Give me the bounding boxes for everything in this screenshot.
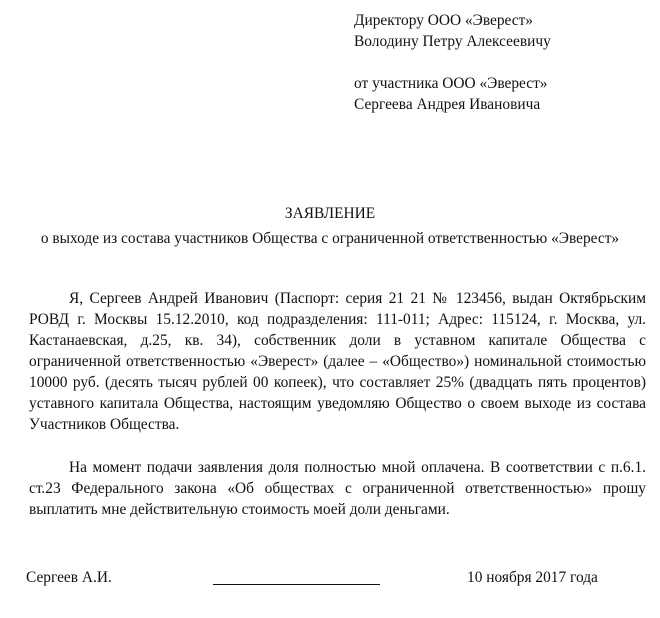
document-subtitle: о выходе из состава участников Общества с ограниченной ответственностью «Эверест» (40, 230, 620, 247)
sender-name: Сергеева Андрея Ивановича (354, 96, 541, 113)
body-paragraph-2: На момент подачи заявления доля полностью мной оплачена. В соответствии с п.6.1. ст.23 Федерального закона «Об обществах с ограниченной ответственностью» прошу выплатить мне действительную стоимость моей доли деньгами. (29, 459, 646, 518)
sender-position: от участника ООО «Эверест» (354, 75, 548, 92)
document-date: 10 ноября 2017 года (467, 569, 598, 586)
header-block (354, 10, 551, 115)
recipient-name: Володину Петру Алексеевичу (354, 33, 551, 50)
body-paragraph-1: Я, Сергеев Андрей Иванович (Паспорт: серия 21 21 № 123456, выдан Октябрьским РОВД г. Москвы 15.12.2010, код подразделения: 111-011; Адрес: 115124, г. Москва, ул. Кастанаевская, д.25, кв. 34), собственник доли в уставном капитале Общества с ограниченной ответственностью «Эверест» (далее – «Общество») номинальной стоимостью 10000 руб. (десять тысяч рублей 00 копеек), что составляет 25% (двадцать пять процентов) уставного капитала Общества, настоящим уведомляю Общество о своем выходе из состава Участников Общества. (29, 290, 646, 433)
signature-line (213, 584, 380, 585)
document-title: ЗАЯВЛЕНИЕ (284, 205, 376, 222)
recipient-position: Директору ООО «Эверест» (354, 12, 534, 29)
signature-row (0, 567, 660, 589)
signer-name: Сергеев А.И. (26, 569, 112, 586)
